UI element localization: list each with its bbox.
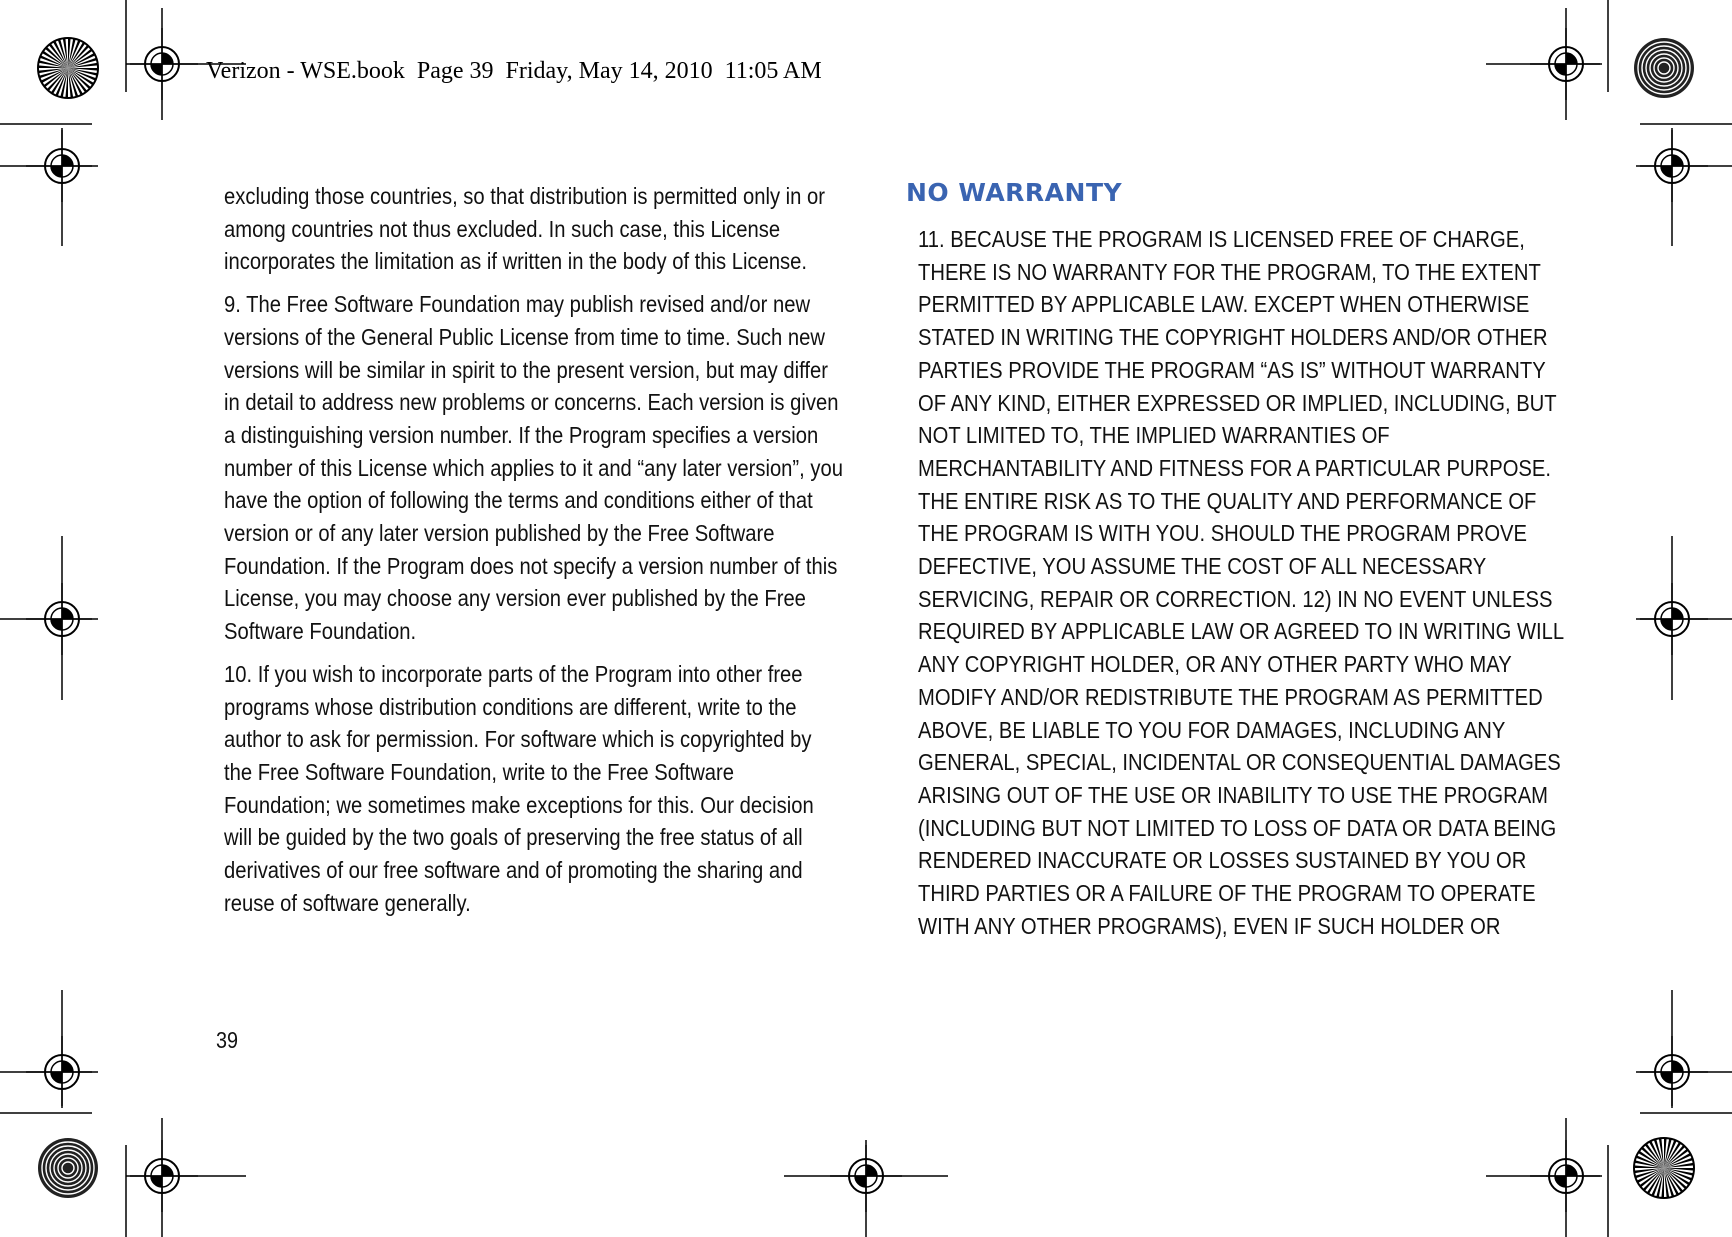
warranty-line: RENDERED INACCURATE OR LOSSES SUSTAINED BY YOU OR (918, 847, 1527, 874)
warranty-line: THIRD PARTIES OR A FAILURE OF THE PROGRAM TO OPERATE (918, 880, 1536, 907)
registration-mark-icon (1530, 1140, 1602, 1212)
paragraph-9: 9. The Free Software Foundation may publish revised and/or new versions of the General Public License from time to time. Such new versions will be similar in spirit to the present version, but may differ in detail to address new problems or concerns. Each version is given a distinguishing version number. If the Program specifies a version number of this License which applies to it and “any later version”, you have the option of following the terms and conditions either of that version or of any later version published by the Free Software Foundation. If the Program does not specify a version number of this License, you may choose any version ever published by the Free Software Foundation. (224, 291, 843, 645)
registration-mark-icon (1530, 28, 1602, 100)
paragraph-10: 10. If you wish to incorporate parts of the Program into other free programs whose distribution conditions are different, write to the author to ask for permission. For software which is copyrighted by the Free Software Foundation, write to the Free Software Foundation; we sometimes make exceptions for this. Our decision will be guided by the two goals of preserving the free status of all derivatives of our free software and of promoting the sharing and reuse of software generally. (224, 660, 814, 916)
warranty-line: STATED IN WRITING THE COPYRIGHT HOLDERS AND/OR OTHER (918, 324, 1548, 351)
warranty-line: ARISING OUT OF THE USE OR INABILITY TO USE THE PROGRAM (918, 781, 1549, 808)
warranty-line: THE PROGRAM IS WITH YOU. SHOULD THE PROGRAM PROVE (918, 520, 1528, 547)
warranty-line: SERVICING, REPAIR OR CORRECTION. 12) IN NO EVENT UNLESS (918, 585, 1553, 612)
starburst-target-icon (1634, 1138, 1694, 1198)
warranty-line: MERCHANTABILITY AND FITNESS FOR A PARTICULAR PURPOSE. (918, 454, 1552, 481)
warranty-line: PARTIES PROVIDE THE PROGRAM “AS IS” WITHOUT WARRANTY (918, 356, 1546, 383)
warranty-line: OF ANY KIND, EITHER EXPRESSED OR IMPLIED, INCLUDING, BUT (918, 389, 1557, 416)
warranty-line: NOT LIMITED TO, THE IMPLIED WARRANTIES OF (918, 422, 1390, 449)
registration-mark-icon (126, 1140, 198, 1212)
page-number: 39 (216, 1027, 239, 1053)
registration-mark-icon (126, 28, 198, 100)
registration-mark-icon (26, 130, 98, 202)
section-heading: NO WARRANTY (906, 178, 1123, 207)
registration-mark-icon (830, 1140, 902, 1212)
registration-mark-icon (26, 1036, 98, 1108)
warranty-line: REQUIRED BY APPLICABLE LAW OR AGREED TO IN WRITING WILL (918, 618, 1565, 645)
starburst-target-icon (38, 38, 98, 98)
paragraph-continued: excluding those countries, so that distribution is permitted only in or among countries not thus excluded. In such case, this License incorporates the limitation as if written in the body of this License. (224, 183, 826, 275)
registration-mark-icon (26, 583, 98, 655)
warranty-line: 11. BECAUSE THE PROGRAM IS LICENSED FREE OF CHARGE, (918, 226, 1525, 252)
warranty-line: MODIFY AND/OR REDISTRIBUTE THE PROGRAM AS PERMITTED (918, 683, 1543, 710)
warranty-line: (INCLUDING BUT NOT LIMITED TO LOSS OF DATA OR DATA BEING (918, 814, 1557, 841)
right-column (918, 223, 1572, 942)
left-column (224, 180, 843, 929)
registration-mark-icon (1636, 583, 1708, 655)
warranty-line: PERMITTED BY APPLICABLE LAW. EXCEPT WHEN OTHERWISE (918, 291, 1530, 318)
warranty-line: ANY COPYRIGHT HOLDER, OR ANY OTHER PARTY WHO MAY (918, 651, 1512, 678)
concentric-target-icon (38, 1138, 98, 1198)
registration-mark-icon (1636, 130, 1708, 202)
warranty-line: DEFECTIVE, YOU ASSUME THE COST OF ALL NECESSARY (918, 553, 1487, 580)
warranty-line: ABOVE, BE LIABLE TO YOU FOR DAMAGES, INCLUDING ANY (918, 716, 1506, 743)
warranty-line: GENERAL, SPECIAL, INCIDENTAL OR CONSEQUENTIAL DAMAGES (918, 749, 1561, 776)
print-slug-header: Verizon - WSE.book Page 39 Friday, May 14, 2010 11:05 AM (206, 58, 822, 84)
concentric-target-icon (1634, 38, 1694, 98)
warranty-line: WITH ANY OTHER PROGRAMS), EVEN IF SUCH HOLDER OR (918, 912, 1501, 939)
warranty-line: THE ENTIRE RISK AS TO THE QUALITY AND PERFORMANCE OF (918, 487, 1537, 514)
warranty-line: THERE IS NO WARRANTY FOR THE PROGRAM, TO THE EXTENT (918, 258, 1541, 285)
registration-mark-icon (1636, 1036, 1708, 1108)
